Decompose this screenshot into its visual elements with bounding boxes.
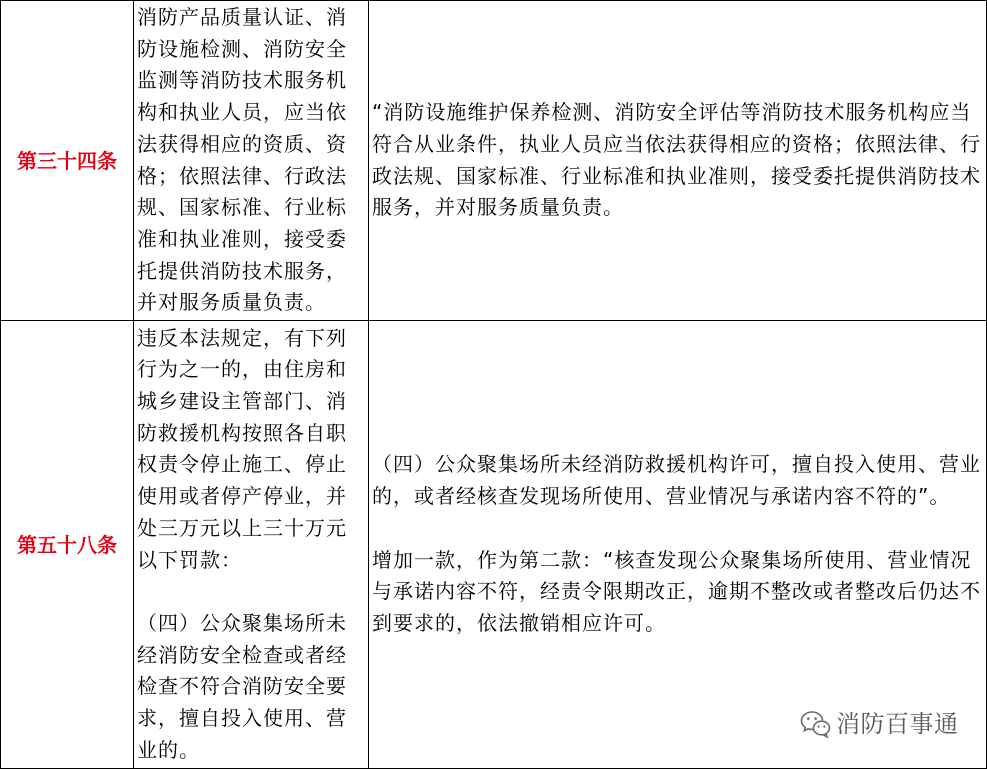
original-text-cell bbox=[134, 1, 368, 320]
article-label: 第五十八条 bbox=[17, 532, 117, 557]
text-line: 构和执业人员，应当依 bbox=[137, 100, 347, 125]
article-cell bbox=[1, 321, 133, 768]
text-line: 城乡建设主管部门、消 bbox=[137, 389, 347, 414]
text-line: 政法规、国家标准、行业标准和执业准则，接受委托提供消防技术 bbox=[372, 163, 981, 188]
text-line: 检查不符合消防安全要 bbox=[137, 674, 347, 699]
text-line: 托提供消防技术服务， bbox=[137, 258, 347, 283]
text-line: 服务，并对服务质量负责。 bbox=[372, 195, 624, 220]
text-line: 到要求的，依法撤销相应许可。 bbox=[372, 610, 666, 635]
text-line: 业的。 bbox=[137, 737, 200, 762]
text-line: 规、国家标准、行业标 bbox=[137, 195, 347, 220]
text-line: 行为之一的，由住房和 bbox=[137, 357, 347, 382]
original-text-cell bbox=[134, 321, 368, 768]
original-paragraph bbox=[137, 323, 368, 577]
text-line: 与承诺内容不符，经责令限期改正，逾期不整改或者整改后仍达不 bbox=[372, 579, 981, 604]
text-line: 的，或者经核查发现场所使用、营业情况与承诺内容不符的”。 bbox=[372, 484, 951, 509]
text-line: 以下罚款： bbox=[137, 547, 242, 572]
text-line: 增加一款，作为第二款：“核查发现公众聚集场所使用、营业情况 bbox=[372, 547, 972, 572]
text-line: 符合从业条件，执业人员应当依法获得相应的资格；依照法律、行 bbox=[372, 131, 981, 156]
text-line: “消防设施维护保养检测、消防安全评估等消防技术服务机构应当 bbox=[372, 100, 972, 125]
text-line: 处三万元以上三十万元 bbox=[137, 515, 347, 540]
text-line: 求，擅自投入使用、营 bbox=[137, 705, 347, 730]
text-line: 消防产品质量认证、消 bbox=[137, 5, 347, 30]
text-line: （四）公众聚集场所未 bbox=[137, 610, 347, 635]
amended-paragraph bbox=[372, 97, 986, 224]
text-line: 经消防安全检查或者经 bbox=[137, 642, 347, 667]
text-line: 并对服务质量负责。 bbox=[137, 290, 326, 315]
amended-text-cell bbox=[369, 1, 986, 320]
text-line: 权责令停止施工、停止 bbox=[137, 452, 347, 477]
text-line: 准和执业准则，接受委 bbox=[137, 226, 347, 251]
original-paragraph bbox=[137, 2, 368, 319]
text-line: 防救援机构按照各自职 bbox=[137, 420, 347, 445]
original-paragraph bbox=[137, 608, 368, 766]
text-line: 监测等消防技术服务机 bbox=[137, 68, 347, 93]
watermark bbox=[800, 707, 970, 741]
article-label: 第三十四条 bbox=[17, 148, 117, 173]
watermark-text: 消防百事通 bbox=[836, 710, 959, 738]
wechat-icon bbox=[800, 710, 831, 739]
amended-paragraph bbox=[372, 545, 986, 640]
text-line: 格；依照法律、行政法 bbox=[137, 163, 347, 188]
text-line: 使用或者停产停业，并 bbox=[137, 484, 347, 509]
article-cell bbox=[1, 1, 133, 320]
text-line: （四）公众聚集场所未经消防救援机构许可，擅自投入使用、营业 bbox=[372, 452, 981, 477]
text-line: 法获得相应的资质、资 bbox=[137, 131, 347, 156]
text-line: 违反本法规定，有下列 bbox=[137, 325, 347, 350]
amended-paragraph bbox=[372, 449, 986, 512]
text-line: 防设施检测、消防安全 bbox=[137, 36, 347, 61]
amended-text-cell bbox=[369, 321, 986, 768]
